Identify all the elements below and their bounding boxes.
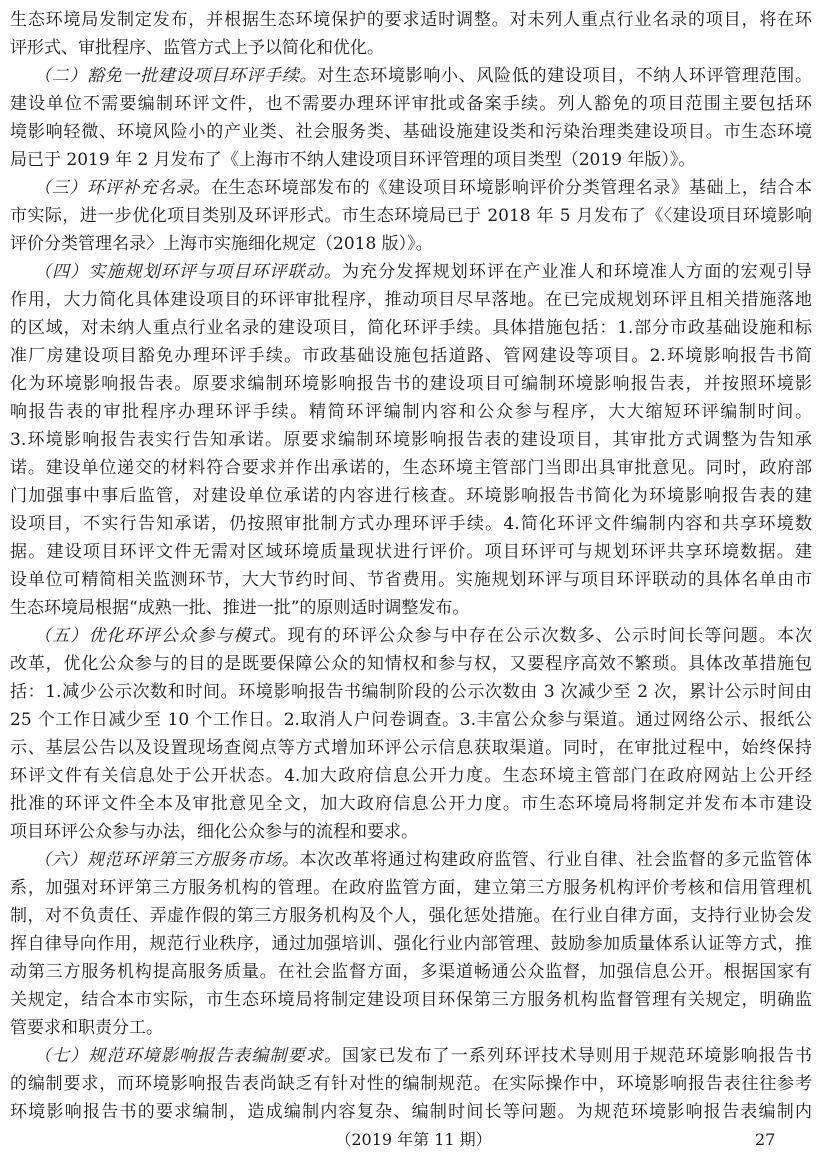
paragraph-line: [34, 846, 812, 874]
section-heading: （四）实施规划环评与项目环评联动。: [34, 262, 343, 282]
footer-issue: （2019 年第 11 期）: [335, 1130, 492, 1149]
line-text: 对生态环境影响小、风险低的建设项目，不纳人环评管理范围。: [317, 66, 813, 86]
section-heading: （五）优化环评公众参与模式。: [34, 626, 288, 646]
line-text: 市实际，进一步优化项目类别及环评形式。市生态环境局已于 2018 年 5 月发布了《〈建设项目环境影响: [10, 206, 812, 226]
paragraph-line: [10, 902, 812, 930]
section-heading: （七）规范环境影响报告表编制要求。: [34, 1046, 343, 1066]
paragraph-line: [10, 762, 812, 790]
line-text: 评价分类管理名录〉上海市实施细化规定（2018 版）》。: [10, 234, 433, 254]
paragraph-line: [10, 426, 812, 454]
line-text: 改革，优化公众参与的目的是既要保障公众的知情权和参与权，又要程序高效不繁琐。具体改革措施包: [10, 654, 812, 674]
line-text: 现有的环评公众参与中存在公示次数多、公示时间长等问题。本次: [287, 626, 813, 646]
line-text: 25 个工作日减少至 10 个工作日。2.取消人户问卷调查。3.丰富公众参与渠道。通过网络公示、报纸公: [10, 710, 812, 730]
line-text: 的区域，对未纳人重点行业名录的建设项目，简化环评手续。具体措施包括：1.部分市政基础设施和标: [10, 318, 812, 338]
paragraph-line: [34, 1042, 812, 1070]
line-text: 作用，大力简化具体建设项目的环评审批程序，推动项目尽早落地。在已完成规划环评且相关措施落地: [10, 290, 812, 310]
line-text: 挥自律导向作用，规范行业秩序，通过加强培训、强化行业内部管理、鼓励参加质量体系认证等方式，推: [10, 934, 812, 954]
line-text: 化为环境影响报告表。原要求编制环境影响报告书的建设项目可编制环境影响报告表，并按照环境影: [10, 374, 812, 394]
paragraph-line: [10, 454, 812, 482]
line-text: 境影响轻微、环境风险小的产业类、社会服务类、基础设施建设类和污染治理类建设项目。市生态环境: [10, 122, 812, 142]
paragraph-line: [34, 622, 812, 650]
line-text: 门加强事中事后监管，对建设单位承诺的内容进行核查。环境影响报告书简化为环境影响报告表的建: [10, 486, 812, 506]
paragraph-line: [10, 1014, 812, 1042]
line-text: 的编制要求，而环境影响报告表尚缺乏有针对性的编制规范。在实际操作中，环境影响报告表往往参考: [10, 1074, 812, 1094]
line-text: 生态环境局根据“成熟一批、推进一批”的原则适时调整发布。: [10, 598, 470, 618]
paragraph-line: [10, 538, 812, 566]
paragraph-line: [10, 146, 812, 174]
line-text: 设单位可精简相关监测环节，大大节约时间、节省费用。实施规划环评与项目环评联动的具体名单由市: [10, 570, 812, 590]
line-text: 建设单位不需要编制环评文件，也不需要办理环评审批或备案手续。列人豁免的项目范围主要包括环: [10, 94, 812, 114]
line-text: 示、基层公告以及设置现场查阅点等方式增加环评公示信息获取渠道。同时，在审批过程中，始终保持: [10, 738, 812, 758]
section-heading: （二）豁免一批建设项目环评手续。: [34, 66, 318, 86]
section-heading: （三）环评补充名录。: [34, 178, 211, 198]
paragraph-line: [34, 174, 812, 202]
paragraph-line: [10, 90, 812, 118]
paragraph-line: [10, 314, 812, 342]
line-text: 制，对不负责任、弄虚作假的第三方服务机构及个人，强化惩处措施。在行业自律方面，支持行业协会发: [10, 906, 812, 926]
paragraph-line: [10, 510, 812, 538]
line-text: 环评文件有关信息处于公开状态。4.加大政府信息公开力度。生态环境主管部门在政府网站上公开经: [10, 766, 812, 786]
paragraph-line: [10, 1070, 812, 1098]
line-text: 系，加强对环评第三方服务机构的管理。在政府监管方面，建立第三方服务机构评价考核和信用管理机: [10, 878, 812, 898]
paragraph-line: [10, 930, 812, 958]
paragraph-line: [10, 398, 812, 426]
paragraph-line: [10, 34, 812, 62]
line-text: 据。建设项目环评文件无需对区域环境质量现状进行评价。项目环评可与规划环评共享环境数据。建: [10, 542, 812, 562]
paragraph-line: [10, 342, 812, 370]
paragraph-line: [10, 370, 812, 398]
paragraph-line: [10, 286, 812, 314]
line-text: 批准的环评文件全本及审批意见全文，加大政府信息公开力度。市生态环境局将制定并发布本市建设: [10, 794, 812, 814]
line-text: 准厂房建设项目豁免办理环评手续。市政基础设施包括道路、管网建设等项目。2.环境影响报告书简: [10, 346, 812, 366]
paragraph-line: [10, 790, 812, 818]
line-text: 局已于 2019 年 2 月发布了《上海市不纳人建设项目环评管理的项目类型（2019 年版）》。: [10, 150, 696, 170]
line-text: 括：1.减少公示次数和时间。环境影响报告书编制阶段的公示次数由 3 次减少至 2 次，累计公示时间由: [10, 682, 812, 702]
paragraph-line: [34, 258, 812, 286]
paragraph-line: [10, 986, 812, 1014]
paragraph-line: [10, 566, 812, 594]
paragraph-line: [10, 818, 812, 846]
line-text: 环境影响报告书的要求编制，造成编制内容复杂、编制时间长等问题。为规范环境影响报告表编制内: [10, 1102, 812, 1122]
section-heading: （六）规范环评第三方服务市场。: [34, 850, 300, 870]
line-text: 国家已发布了一系列环评技术导则用于规范环境影响报告书: [342, 1046, 813, 1066]
paragraph-line: [10, 230, 812, 258]
line-text: 设项目，不实行告知承诺，仍按照审批制方式办理环评手续。4.简化环评文件编制内容和共享环境数: [10, 514, 812, 534]
paragraph-line: [10, 1098, 812, 1126]
paragraph-line: [10, 706, 812, 734]
paragraph-line: [34, 62, 812, 90]
paragraph-line: [10, 118, 812, 146]
line-text: 评形式、审批程序、监管方式上予以简化和优化。: [10, 38, 384, 58]
line-text: 项目环评公众参与办法，细化公众参与的流程和要求。: [10, 822, 418, 842]
line-text: 动第三方服务机构提高服务质量。在社会监督方面，多渠道畅通公众监督，加强信息公开。根据国家有: [10, 962, 812, 982]
line-text: 本次改革将通过构建政府监管、行业自律、社会监督的多元监管体: [299, 850, 813, 870]
paragraph-line: [10, 958, 812, 986]
paragraph-line: [10, 650, 812, 678]
page-number: 27: [755, 1130, 776, 1149]
line-text: 3.环境影响报告表实行告知承诺。原要求编制环境影响报告表的建设项目，其审批方式调整为告知承: [10, 430, 812, 450]
paragraph-line: [10, 734, 812, 762]
line-text: 管要求和职责分工。: [10, 1018, 163, 1038]
line-text: 生态环境局发制定发布，并根据生态环境保护的要求适时调整。对未列人重点行业名录的项目，将在环: [10, 10, 812, 30]
line-text: 在生态环境部发布的《建设项目环境影响评价分类管理名录》基础上，结合本: [210, 178, 813, 198]
paragraph-line: [10, 6, 812, 34]
paragraph-line: [10, 482, 812, 510]
line-text: 为充分发挥规划环评在产业准人和环境准人方面的宏观引导: [342, 262, 813, 282]
paragraph-line: [10, 874, 812, 902]
paragraph-line: [10, 594, 812, 622]
line-text: 响报告表的审批程序办理环评手续。精简环评编制内容和公众参与程序，大大缩短环评编制时间。: [10, 402, 812, 422]
line-text: 关规定，结合本市实际，市生态环境局将制定建设项目环保第三方服务机构监督管理有关规定，明确监: [10, 990, 812, 1010]
line-text: 诺。建设单位递交的材料符合要求并作出承诺的，生态环境主管部门当即出具审批意见。同时，政府部: [10, 458, 812, 478]
paragraph-line: [10, 202, 812, 230]
paragraph-line: [10, 678, 812, 706]
